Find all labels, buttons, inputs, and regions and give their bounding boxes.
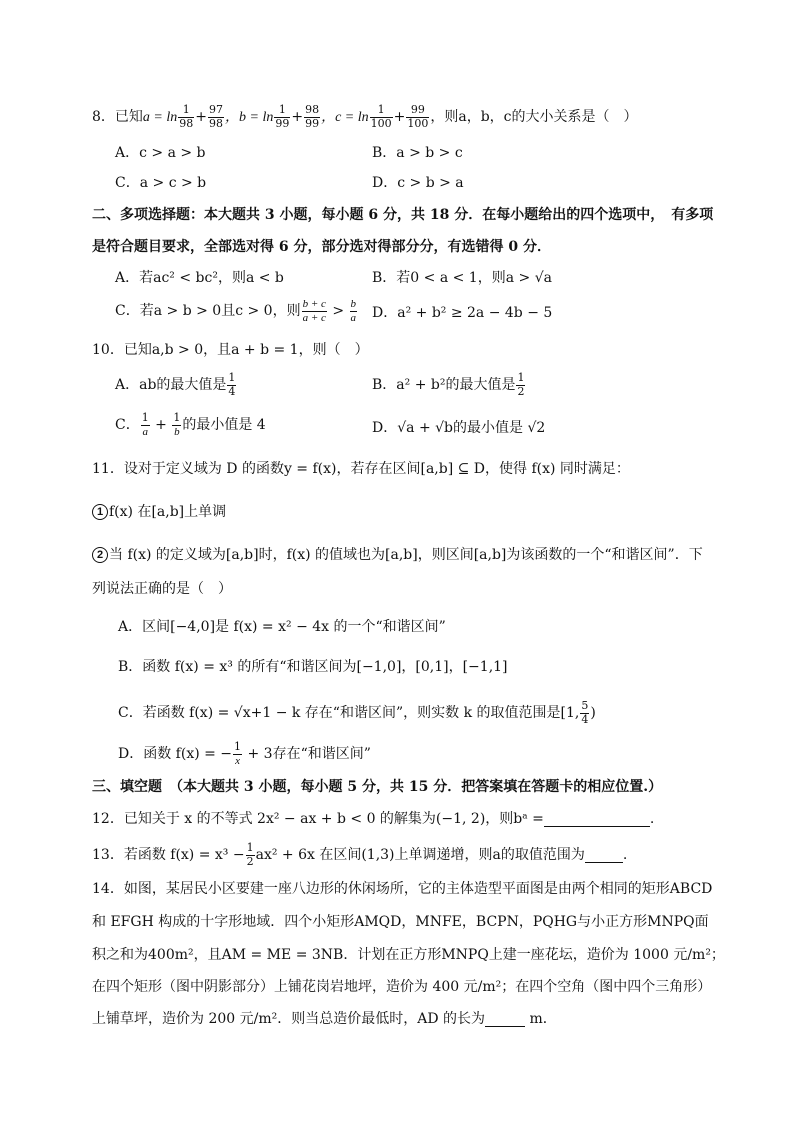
q10-stem: 10．已知a,b > 0，且a + b = 1，则（ ） [92,342,369,358]
q9-option-b: B．若0 < a < 1，则a > √a [372,270,552,286]
q8-a-expr: a = ln [142,110,178,126]
q8-suffix: ，则a，b，c的大小关系是（ ） [430,109,638,126]
q14-line-5-end: m． [525,1011,557,1027]
q11-c-interval-right: ) [590,705,596,722]
q10-option-c [115,412,266,438]
frac-den: 100 [407,116,429,130]
frac-num: 1 [141,411,149,424]
q14-line-4: 在四个矩形（图中阴影部分）上铺花岗岩地坪，造价为 400 元/m²；在四个空角（图中四个三角形） [92,979,712,995]
q11-option-d [118,741,371,767]
q14-line-3: 积之和为400m²，且AM = ME = 3NB．计划在正方形MNPQ上建一座花坛，造价为 1000 元/m²； [92,947,725,963]
frac-num: 1 [246,841,254,854]
q12-end: . [649,811,655,827]
frac-den: a + c [302,311,326,324]
frac-num: 1 [173,411,181,424]
fraction [172,412,181,438]
fraction [580,700,589,726]
q11-c-interval-left: [1, [560,705,580,722]
q10-option-a [115,372,237,398]
q9-option-d: D．a² + b² ≥ 2a − 4b − 5 [372,305,553,321]
q9-option-c [115,298,358,324]
q14-line-5 [92,1012,557,1027]
q14-line-2: 和 EFGH 构成的十字形地域．四个小矩形AMQD，MNFE，BCPN，PQHG与小正方形MNPQ面 [92,914,709,930]
frac-num: b + c [302,298,326,310]
q10-c-prefix: C． [115,417,140,434]
fraction [406,104,429,130]
fraction [233,741,242,767]
q11-condition-1-text: f(x) 在[a,b]上单调 [109,504,227,520]
answer-blank [585,848,623,863]
frac-den: 4 [581,712,589,726]
fraction [227,372,236,398]
frac-num: 1 [274,104,290,118]
fraction [302,298,327,324]
fraction [208,104,224,130]
fraction [304,104,320,130]
q10-c-plus: + [150,417,172,434]
circled-number-1: 1 [92,504,108,520]
frac-num: b [350,298,357,310]
q13-suffix: ax² + 6x 在区间(1,3)上单调递增，则a的取值范围为 [255,847,585,864]
q8-c-expr: ，c = ln [321,110,369,126]
frac-den: x [235,754,240,767]
section3-heading: 三、填空题 （本大题共 3 小题，每小题 5 分，共 15 分．把答案填在答题卡的相应位置.） [92,779,663,795]
section2-heading-line1: 二、多项选择题：本大题共 3 小题，每小题 6 分，共 18 分．在每小题给出的四个选项中， 有多项 [92,207,714,223]
frac-num: 1 [228,371,236,384]
section2-heading-line2: 是符合题目要求，全部选对得 6 分，部分选对得部分分，有选错得 0 分． [92,239,551,255]
frac-den: 98 [179,116,194,130]
q8-prefix: 8．已知 [92,109,143,126]
q12-stem: 12．已知关于 x 的不等式 2x² − ax + b < 0 的解集为(−1, 2)，则bᵃ = [92,811,544,827]
q11-option-a: A．区间[−4,0]是 f(x) = x² − 4x 的一个“和谐区间” [118,619,446,635]
frac-num: 1 [178,104,194,118]
q8-b-expr: ，b = ln [225,110,274,126]
q11-stem: 11．设对于定义域为 D 的函数y = f(x)，若存在区间[a,b] ⊆ D，使得 f(x) 同时满足： [92,461,630,477]
q13-text [92,842,627,868]
q10-c-suffix: 的最小值是 4 [182,417,266,434]
q11-d-prefix: D．函数 f(x) = − [118,746,233,763]
q9-c-prefix: C．若a > b > 0且c > 0，则 [115,303,301,320]
frac-den: 98 [209,116,223,130]
q11-d-suffix: + 3存在“和谐区间” [243,746,371,763]
q10-option-b [372,372,526,398]
q10-a-prefix: A．ab的最大值是 [115,377,227,394]
frac-num: 1 [234,740,242,753]
fraction [370,104,393,130]
fraction [141,412,150,438]
frac-den: 100 [370,116,392,130]
circled-number-2: 2 [92,547,108,563]
q8-option-d: D．c > b > a [372,175,464,191]
q8-option-c: C．a > c > b [115,175,207,191]
q11-option-c [118,700,596,726]
q11-stem-end: 列说法正确的是（ ） [92,581,232,597]
frac-num: 1 [370,104,393,118]
q11-option-b: B．函数 f(x) = x³ 的所有“和谐区间为[−1,0]，[0,1]，[−1,1] [118,659,508,675]
fraction [274,104,290,130]
frac-den: 2 [517,384,525,398]
frac-den: 4 [228,384,236,398]
q13-end: . [622,847,628,864]
q11-condition-2 [92,547,703,563]
frac-num: 98 [305,103,320,116]
q10-option-d: D．√a + √b的最小值是 √2 [372,420,546,436]
q9-c-gt: > [327,303,349,320]
frac-den: a [142,425,148,438]
fraction [516,372,525,398]
frac-num: 99 [406,104,429,118]
q14-line-1: 14．如图，某居民小区要建一座八边形的休闲场所，它的主体造型平面图是由两个相同的矩形ABCD [92,881,713,897]
frac-den: 99 [305,116,320,130]
q11-c-prefix: C．若函数 f(x) = √x+1 − k 存在“和谐区间”，则实数 k 的取值范围是 [118,705,561,722]
answer-blank [485,1012,525,1027]
q11-condition-1 [92,504,226,520]
q8-option-b: B．a > b > c [372,145,463,161]
frac-num: 1 [517,371,525,384]
fraction [246,842,255,868]
q8-stem: 8．已知a = ln $\frac{1}{98}$ + $\frac{97}{98}$ ，b = ln $\frac{1}{99}$ + $\frac{98}{99}$ ，c = ln $\frac{1}{100}$ + $\frac{99}{100}$ ，则a，b，c的大小关系是（ ） [92,103,638,130]
q8-option-a: A．c > a > b [115,145,206,161]
q14-line-5-text: 上铺草坪，造价为 200 元/m²．则当总造价最低时，AD 的长为 [92,1011,486,1027]
q13-prefix: 13．若函数 f(x) = x³ − [92,847,245,864]
frac-den: a [350,311,357,324]
frac-den: 2 [246,854,254,868]
q12-text [92,812,654,827]
q9-option-a: A．若ac² < bc²，则a < b [115,270,284,286]
frac-den: b [174,425,180,438]
fraction [350,298,358,324]
frac-num: 97 [209,103,223,116]
frac-den: 99 [275,116,290,130]
answer-blank [544,812,650,827]
q10-b-prefix: B．a² + b²的最大值是 [372,377,516,394]
fraction [178,104,194,130]
frac-num: 5 [581,699,589,712]
q11-condition-2-text: 当 f(x) 的定义域为[a,b]时，f(x) 的值域也为[a,b]，则区间[a,b]为该函数的一个“和谐区间”．下 [109,547,703,563]
